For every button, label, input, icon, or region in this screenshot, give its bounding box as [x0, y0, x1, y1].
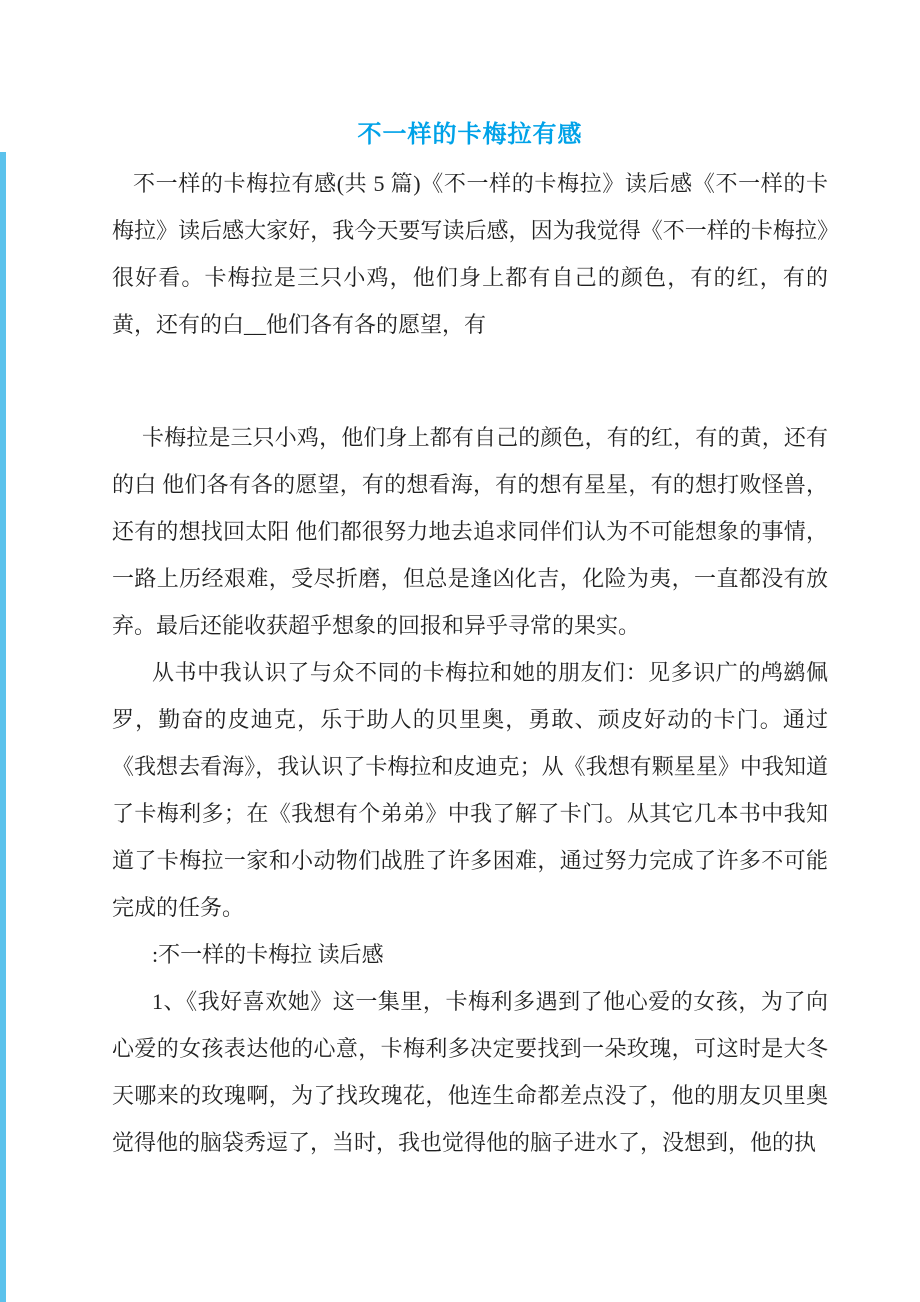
paragraph-intro: 不一样的卡梅拉有感(共 5 篇)《不一样的卡梅拉》读后感《不一样的卡梅拉》读后感大家好，我今天要写读后感，因为我觉得《不一样的卡梅拉》很好看。卡梅拉是三只小鸡，他们身上都有自己的颜色，有的红，有的黄，还有的白__他们各有各的愿望，有 — [112, 171, 828, 337]
document-content — [112, 0, 828, 1166]
left-accent-stripe — [0, 152, 6, 1302]
paragraph-review-1: 1、《我好喜欢她》这一集里，卡梅利多遇到了他心爱的女孩，为了向心爱的女孩表达他的心意，卡梅利多决定要找到一朵玫瑰，可这时是大冬天哪来的玫瑰啊，为了找玫瑰花，他连生命都差点没了，他的朋友贝里奥觉得他的脑袋秀逗了，当时，我也觉得他的脑子进水了，没想到，他的执 — [112, 989, 828, 1155]
paragraph-story-summary: 卡梅拉是三只小鸡，他们身上都有自己的颜色，有的红，有的黄，还有的白 他们各有各的愿望，有的想看海，有的想有星星，有的想打败怪兽，还有的想找回太阳 他们都很努力地去追求同伴们认为不可能想象的事情，一路上历经艰难，受尽折磨，但总是逢凶化吉，化险为夷，一直都没有放弃。最后还能收获超乎想象的回报和异乎寻常的果实。 — [112, 425, 828, 638]
document-title: 不一样的卡梅拉有感 — [357, 122, 583, 148]
paragraph-characters: 从书中我认识了与众不同的卡梅拉和她的朋友们：见多识广的鸬鹚佩罗，勤奋的皮迪克，乐于助人的贝里奥，勇敢、顽皮好动的卡门。通过《我想去看海》，我认识了卡梅拉和皮迪克；从《我想有颗星星》中我知道了卡梅利多；在《我想有个弟弟》中我了解了卡门。从其它几本书中我知道了卡梅拉一家和小动物们战胜了许多困难，通过努力完成了许多不可能完成的任务。 — [112, 660, 828, 920]
paragraph-section-label: :不一样的卡梅拉 读后感 — [152, 942, 384, 967]
